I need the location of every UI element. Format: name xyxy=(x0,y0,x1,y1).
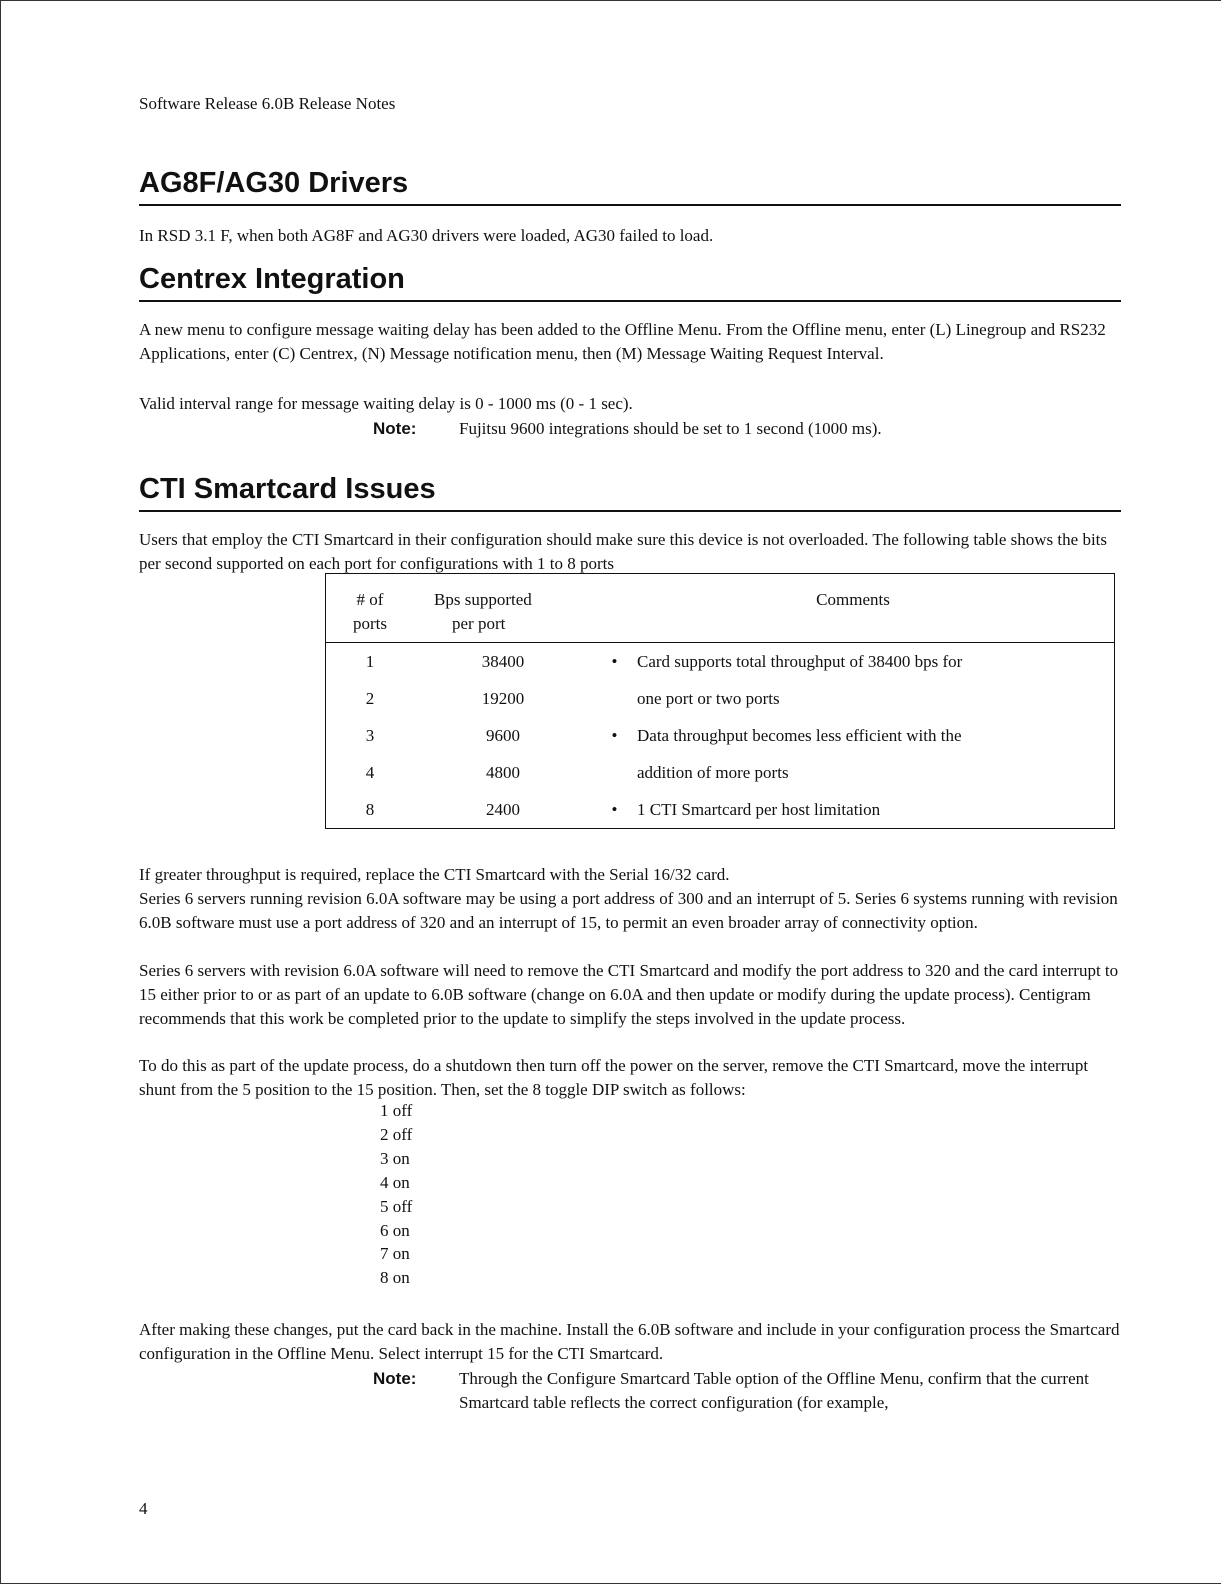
note-text: Through the Configure Smartcard Table option of the Offline Menu, confirm that the current Smartcard table reflects the correct configuration (for example, xyxy=(459,1369,1089,1412)
header-comments: Comments xyxy=(592,574,1115,643)
cell-bps: 4800 xyxy=(486,762,520,782)
cti-paragraph-series6: Series 6 servers running revision 6.0A software may be using a port address of 300 and an interrupt of 5. Series 6 systems running with revision 6.0B software must use a port address of 320 and an interrupt of 15, to permit an even broader array of connectivity option. xyxy=(139,889,1118,932)
table-row xyxy=(326,791,1115,829)
dip-switch-item: 1 off xyxy=(380,1101,413,1120)
cti-paragraph-after: After making these changes, put the card back in the machine. Install the 6.0B software and include in your configuration process the Smartcard configuration in the Offline Menu. Select interrupt 15 for the CTI Smartcard. xyxy=(139,1320,1120,1363)
heading-ag8f-ag30-drivers: AG8F/AG30 Drivers xyxy=(139,166,1121,206)
table-header-row xyxy=(326,574,1115,643)
cell-ports: 2 xyxy=(365,688,375,708)
note-label: Note: xyxy=(373,1369,417,1388)
cell-ports: 8 xyxy=(365,799,375,819)
heading-cti-smartcard-issues: CTI Smartcard Issues xyxy=(139,472,1121,512)
cell-ports: 1 xyxy=(365,651,375,671)
heading-centrex-integration: Centrex Integration xyxy=(139,262,1121,302)
dip-switch-item: 2 off xyxy=(380,1124,413,1144)
table-row xyxy=(326,643,1115,681)
cell-comment: 1 CTI Smartcard per host limitation xyxy=(637,799,881,819)
cti-paragraph-update: To do this as part of the update process, do a shutdown then turn off the power on the server, remove the CTI Smartcard, move the interrupt shunt from the 5 position to the 15 position. Then, set the 8 toggle DIP switch as follows: xyxy=(139,1056,1089,1099)
cti-intro-paragraph: Users that employ the CTI Smartcard in their configuration should make sure this device is not overloaded. The following table shows the bits per second supported on each port for configurations with 1 to 8 ports xyxy=(139,530,1108,573)
cell-comment: Data throughput becomes less efficient with the xyxy=(637,725,962,745)
table-row xyxy=(326,754,1115,791)
bullet-icon: • xyxy=(611,651,618,671)
dip-switch-item: 7 on xyxy=(380,1244,410,1264)
cell-comment: one port or two ports xyxy=(637,688,780,708)
dip-switch-item: 6 on xyxy=(380,1220,410,1240)
bullet-icon xyxy=(592,680,637,717)
dip-switch-list xyxy=(380,1099,412,1290)
cti-note xyxy=(373,1367,1109,1415)
note-text: Fujitsu 9600 integrations should be set to 1 second (1000 ms). xyxy=(459,419,882,438)
cell-comment: addition of more ports xyxy=(637,762,789,782)
note-label: Note: xyxy=(373,419,417,438)
centrex-paragraph-2: Valid interval range for message waiting delay is 0 - 1000 ms (0 - 1 sec). xyxy=(139,394,633,413)
dip-switch-item: 4 on xyxy=(380,1172,410,1192)
page-number: 4 xyxy=(139,1499,148,1518)
cell-bps: 2400 xyxy=(486,799,520,819)
bullet-icon: • xyxy=(611,799,618,819)
cti-paragraph-revision: Series 6 servers with revision 6.0A software will need to remove the CTI Smartcard and modify the port address to 320 and the card interrupt to 15 either prior to or as part of an update to 6.0B software (change on 6.0A and then update or modify during the update process). Centigram recommends that this work be completed prior to the update to simplify the steps involved in the update process. xyxy=(139,961,1119,1028)
table-row xyxy=(326,680,1115,717)
centrex-note xyxy=(373,417,1159,441)
cell-bps: 38400 xyxy=(481,651,525,671)
running-head: Software Release 6.0B Release Notes xyxy=(139,94,396,113)
header-ports: # of ports xyxy=(326,574,415,643)
bullet-icon xyxy=(592,754,637,791)
cell-ports: 4 xyxy=(365,762,375,782)
dip-switch-item: 3 on xyxy=(380,1148,410,1168)
cell-ports: 3 xyxy=(365,725,375,745)
bps-table xyxy=(325,573,1115,829)
centrex-paragraph-1: A new menu to configure message waiting delay has been added to the Offline Menu. From the Offline menu, enter (L) Linegroup and RS232 Applications, enter (C) Centrex, (N) Message notification menu, then (M) Message Waiting Request Interval. xyxy=(139,320,1106,363)
dip-switch-item: 8 on xyxy=(380,1268,410,1288)
cell-bps: 19200 xyxy=(481,688,525,708)
cti-paragraph-throughput: If greater throughput is required, replace the CTI Smartcard with the Serial 16/32 card. xyxy=(139,865,730,884)
bullet-icon: • xyxy=(611,725,618,745)
cell-bps: 9600 xyxy=(486,725,520,745)
header-bps: Bps supported per port xyxy=(414,574,592,643)
cell-comment: Card supports total throughput of 38400 bps for xyxy=(637,651,963,671)
ag-drivers-paragraph: In RSD 3.1 F, when both AG8F and AG30 drivers were loaded, AG30 failed to load. xyxy=(139,226,714,245)
table-row xyxy=(326,717,1115,754)
dip-switch-item: 5 off xyxy=(380,1196,413,1216)
